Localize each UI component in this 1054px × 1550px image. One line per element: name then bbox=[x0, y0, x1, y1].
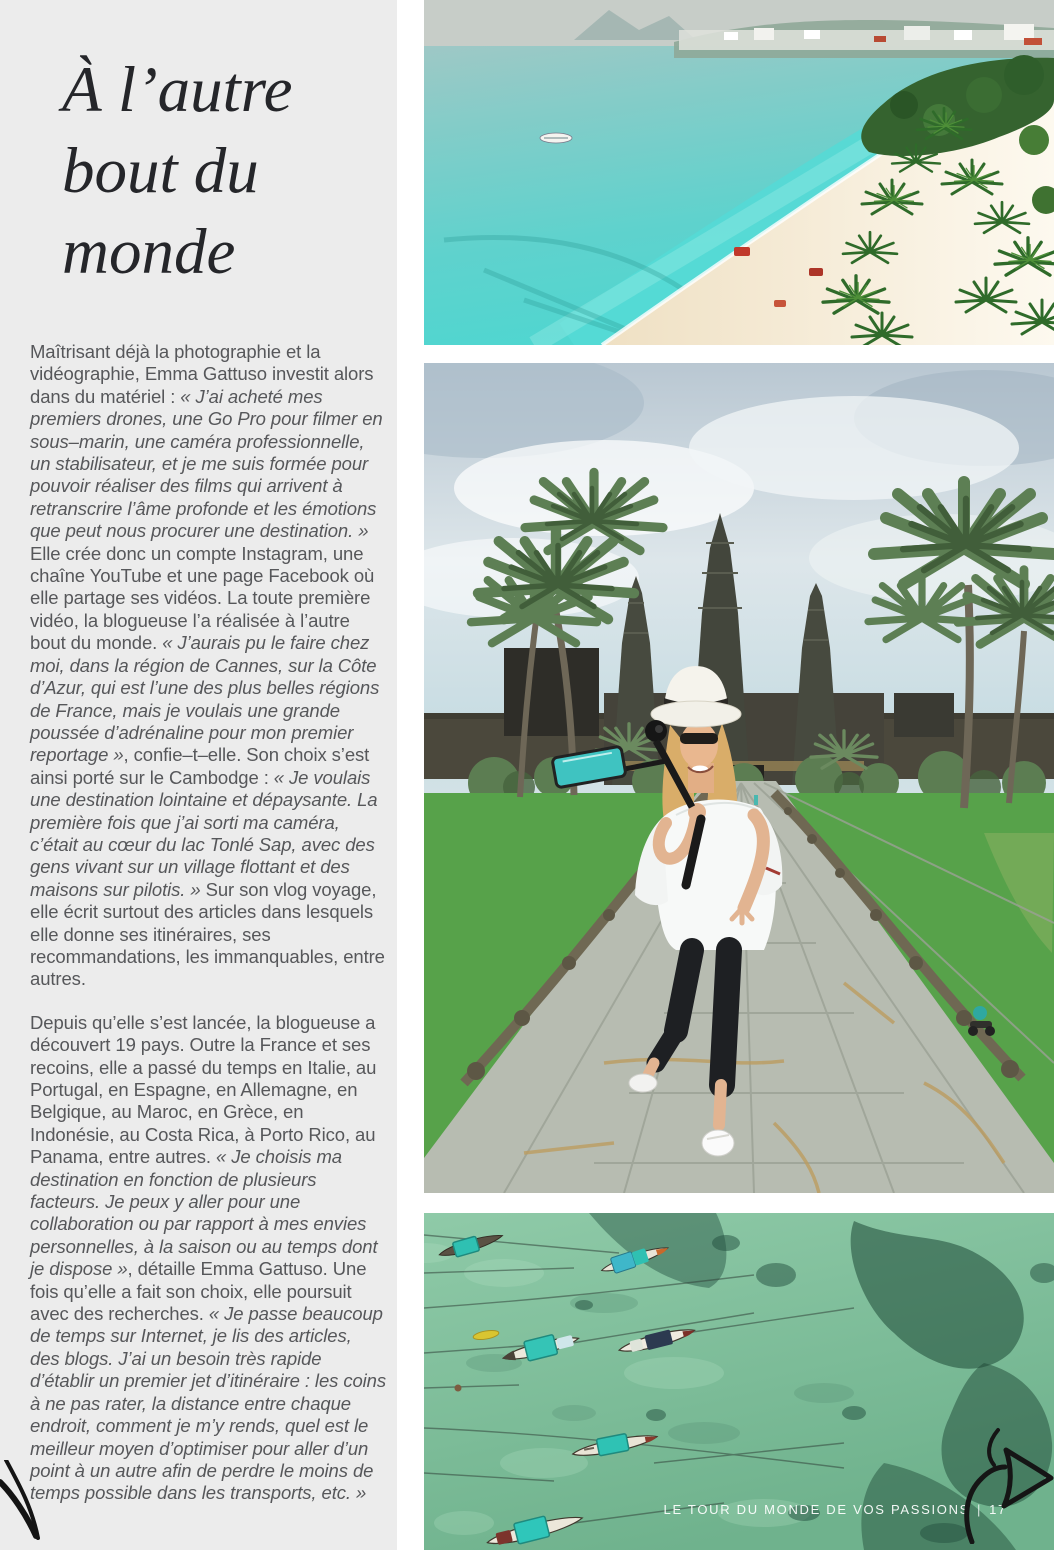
hand-drawn-arrow-icon bbox=[902, 1422, 1054, 1544]
title-line-1: À l’autre bbox=[62, 54, 293, 126]
title-line-3: monde bbox=[62, 216, 236, 288]
aerial-beach-illustration bbox=[424, 0, 1054, 345]
footer-separator: | bbox=[977, 1502, 983, 1517]
angkor-temple-photo bbox=[424, 363, 1054, 1193]
footer-title: LE TOUR DU MONDE DE VOS PASSIONS bbox=[663, 1502, 971, 1517]
aerial-beach-photo bbox=[424, 0, 1054, 345]
angkor-temple-illustration bbox=[424, 363, 1054, 1193]
swimmer bbox=[455, 1385, 462, 1392]
article-paragraph: Depuis qu’elle s’est lancée, la blogueuse a découvert 19 pays. Outre la France et ses recoins, elle a passé du temps en Italie, au Portugal, en Espagne, en Allemagne, en Belgique, au Maroc, en Grèce, en Indonésie, au Costa Rica, à Porto Rico, au Panama, entre autres. « Je choisis ma destination en fonction de plusieurs facteurs. Je peux y aller pour une collaboration ou par rapport à mes envies personnelles, à la saison ou au temps dont je dispose », détaille Emma Gattuso. Une fois qu’elle a fait son choix, elle poursuit avec des recherches. « Je passe beaucoup de temps sur Internet, je lis des articles, des blogs. J’ai un besoin très rapide d’établir un premier jet d’itinéraire : les coins à ne pas rater, la distance entre chaque endroit, comment je m’y rends, quel est le meilleur moyen d’optimiser pour aller d’un point à un autre afin de perdre le moins de temps possible dans les transports, etc. » bbox=[30, 1011, 387, 1504]
title-line-2: bout du bbox=[62, 135, 259, 207]
corner-flourish-icon bbox=[0, 1460, 46, 1542]
article-body bbox=[30, 341, 386, 1526]
article-title bbox=[62, 50, 292, 293]
article-paragraph: Maîtrisant déjà la photographie et la vidéographie, Emma Gattuso investit alors dans du matériel : « J’ai acheté mes premiers drones, une Go Pro pour filmer en sous–marin, une caméra professionnelle, un stabilisateur, et je me suis formée pour pouvoir réaliser des films qui arrivent à retranscrire l’âme profonde et les émotions que peut nous procurer une destination. » Elle crée donc un compte Instagram, une chaîne YouTube et une page Facebook où elle partage ses vidéos. La toute première vidéo, la blogueuse l’a réalisée à l’autre bout du monde. « J’aurais pu le faire chez moi, dans la région de Cannes, sur la Côte d’Azur, qui est l’une des plus belles régions de France, mais je voulais une grande poussée d’adrénaline pour mon premier reportage », confie–t–elle. Son choix s’est ainsi porté sur le Cambodge : « Je voulais une destination lointaine et dépaysante. La première fois que j’ai sorti ma caméra, c’était au cœur du lac Tonlé Sap, avec des gens vivant sur un village flottant et des maisons sur pilotis. » Sur son vlog voyage, elle écrit surtout des articles dans lesquels elle donne ses itinéraires, ses recommandations, les immanquables, entre autres. bbox=[30, 341, 385, 990]
page-number: 17 bbox=[989, 1502, 1007, 1517]
